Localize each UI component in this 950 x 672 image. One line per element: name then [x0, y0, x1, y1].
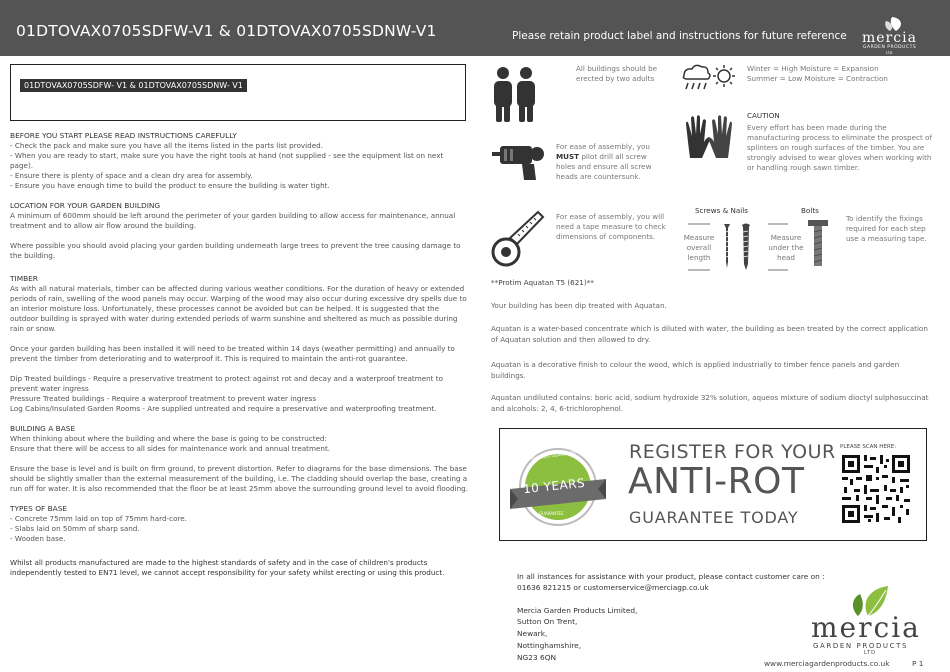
badge-years: 10 YEARS	[522, 475, 586, 497]
address-line: Newark,	[517, 629, 548, 638]
tape-text: For ease of assembly, you will need a tape measure to check dimensions of components.	[556, 212, 666, 241]
measure-overall-text: Measure overall length	[683, 233, 715, 262]
before-item: - Ensure you have enough time to build the product to ensure the building is water tight.	[10, 181, 330, 190]
header-logo-sub2: LTD	[886, 51, 893, 55]
logo-sub: GARDEN PRODUCTS	[813, 642, 909, 650]
timber-paragraph: Pressure Treated buildings - Require a waterproof treatment to prevent water ingress	[10, 394, 317, 403]
page-number: P 1	[912, 659, 924, 668]
contact-line: In all instances for assistance with your product, please contact customer care on :	[517, 572, 825, 581]
timber-paragraph: Once your garden building has been installed it will need to be treated within 14 days (weather permitting) and annually to prevent the timber from deteriorating and to waterproof it. This is required to maintain the anti-rot guarantee.	[10, 344, 455, 363]
types-item: - Slabs laid on 50mm of sharp sand.	[10, 524, 140, 533]
drill-icon	[490, 142, 548, 182]
badge-bottom-text: GUARANTEE	[539, 511, 564, 516]
base-paragraph: When thinking about where the building and where the base is going to be constructed:	[10, 434, 327, 443]
aquatan-paragraph: Aquatan is a water-based concentrate which is diluted with water, the building as been treated by the correct application of Aquatan solution and then allowed to dry.	[491, 324, 928, 344]
timber-paragraph: Log Cabins/Insulated Garden Rooms - Are supplied untreated and require a preservative and waterproofing treatment.	[10, 404, 437, 413]
product-code-label: 01DTOVAX0705SDFW- V1 & 01DTOVAX0705SDNW- V1	[20, 79, 247, 92]
base-title: BUILDING A BASE	[10, 424, 76, 433]
anti-rot-text: ANTI-ROT	[628, 461, 805, 502]
base-paragraph: Ensure the base is level and is built on firm ground, to prevent distortion. Refer to diagrams for the base dimensions. The base should be slightly smaller than the external measurement of the building, i.e. The cladding should overlap the base, creating a run off for water. It is also recommended that the floor be at least 25mm above the surrounding ground level to avoid flooding.	[10, 464, 468, 493]
location-title: LOCATION FOR YOUR GARDEN BUILDING	[10, 201, 161, 210]
website-link[interactable]: www.merciagardenproducts.co.uk	[764, 659, 890, 668]
header-logo	[862, 16, 922, 55]
before-title: BEFORE YOU START PLEASE READ INSTRUCTIONS CAREFULLY	[10, 131, 237, 140]
address-line: NG23 6QN	[517, 653, 557, 662]
qr-code[interactable]	[840, 453, 912, 525]
screws-title: Screws & Nails	[695, 206, 749, 215]
badge-top-text: ANTI-ROT GUARANTEE	[530, 449, 577, 462]
types-item: - Concrete 75mm laid on top of 75mm hard-core.	[10, 514, 187, 523]
header-bar	[0, 0, 950, 56]
types-item: - Wooden base.	[10, 534, 66, 543]
contact-phone-email[interactable]: 01636 821215 or customerservice@merciagp.co.uk	[517, 583, 709, 592]
before-item: - Check the pack and make sure you have all the items listed in the parts list provided.	[10, 141, 323, 150]
page-title: 01DTOVAX0705SDFW-V1 & 01DTOVAX0705SDNW-V1	[16, 22, 437, 40]
aquatan-title: **Protim Aquatan T5 (621)**	[491, 278, 594, 287]
measure-under-text: Measure under the head	[768, 233, 804, 262]
instructions-column	[10, 131, 468, 578]
address-line: Nottinghamshire,	[517, 641, 582, 650]
tape-measure-icon	[490, 206, 548, 268]
caution-text: Every effort has been made during the manufacturing process to eliminate the prospect of splinters on rough surfaces of the timber. You are strongly advised to wear gloves when working with or handling rough sawn timber.	[747, 123, 932, 172]
types-title: TYPES OF BASE	[10, 504, 68, 513]
header-logo-sub: GARDEN PRODUCTS	[863, 45, 917, 50]
aquatan-paragraph: Aquatan undiluted contains: boric acid, sodium hydroxide 32% solution, aqueos mixture of sodium dioctyl sulphosuccinat and alcohols: 2, 4, 6-trichlorophenol.	[491, 393, 929, 413]
caution-title: CAUTION	[747, 111, 780, 120]
bolts-title: Bolts	[801, 206, 819, 215]
disclaimer: Whilst all products manufactured are made to the highest standards of safety and in the case of children's products independently tested to EN71 level, we cannot accept responsibility for your safety whilst erecting or using this product.	[10, 558, 445, 577]
drill-text	[556, 142, 664, 182]
fixings-text: To identify the fixings required for each step use a measuring tape.	[846, 214, 927, 243]
weather-text: Summer = Low Moisture = Contraction	[747, 74, 888, 83]
header-note: Please retain product label and instructions for future reference	[512, 30, 847, 42]
address-line: Sutton On Trent,	[517, 617, 578, 626]
aquatan-paragraph: Your building has been dip treated with Aquatan.	[491, 301, 667, 310]
timber-title: TIMBER	[10, 274, 38, 283]
timber-paragraph: As with all natural materials, timber can be affected during various weather conditions. For the duration of heavy or extended periods of rain, swelling of the wood panels may occur. Warping of the wood may also occur during excessive dry spells due to an interior moisture loss. Unfortunately, these processes cannot be avoided but can be helped. It is suggested that the outdoor building is sprayed with water during extended periods of warm sunshine and sheltered as much as possible during rain or snow.	[10, 284, 467, 333]
adults-text: All buildings should be erected by two adults	[576, 64, 658, 83]
mercia-logo	[808, 586, 933, 656]
drill-text-a: For ease of assembly, you	[556, 142, 650, 151]
base-paragraph: Ensure that there will be access to all sides for maintenance work and annual treatment.	[10, 444, 331, 453]
drill-text-must: MUST	[556, 152, 580, 161]
two-adults-icon	[490, 66, 540, 124]
register-text: REGISTER FOR YOUR	[629, 441, 836, 463]
logo-sub2: LTD	[864, 650, 877, 656]
location-paragraph: Where possible you should avoid placing your garden building underneath large trees to prevent the tree causing damage to the building.	[10, 241, 461, 260]
weather-icon	[680, 62, 736, 94]
before-item: - When you are ready to start, make sure you have the right tools at hand (not supplied - see the equipment list on next page).	[10, 151, 444, 170]
guarantee-today-text: GUARANTEE TODAY	[629, 508, 799, 527]
logo-word: mercia	[811, 611, 921, 644]
drill-text-c: pilot drill all screw holes and ensure all screw heads are countersunk.	[556, 152, 652, 181]
address-line: Mercia Garden Products Limited,	[517, 606, 638, 615]
location-paragraph: A minimum of 600mm should be left around the perimeter of your garden building to allow access for maintenance, annual treatment and to allow air flow around the building.	[10, 211, 456, 230]
aquatan-paragraph: Aquatan is a decorative finish to colour the wood, which is applied industrially to timber fence panels and garden buildings.	[491, 360, 900, 380]
timber-paragraph: Dip Treated buildings - Require a preservative treatment to protect against rot and decay and a waterproof treatment to prevent water ingress	[10, 374, 444, 393]
product-code-box	[10, 64, 466, 121]
before-item: - Ensure there is plenty of space and a clean dry area for assembly.	[10, 171, 253, 180]
weather-text: Winter = High Moisture = Expansion	[747, 64, 879, 73]
gloves-icon	[682, 112, 736, 164]
header-logo-word: mercia	[862, 30, 917, 46]
scan-label: PLEASE SCAN HERE:	[840, 444, 897, 450]
anti-rot-banner	[499, 428, 927, 541]
